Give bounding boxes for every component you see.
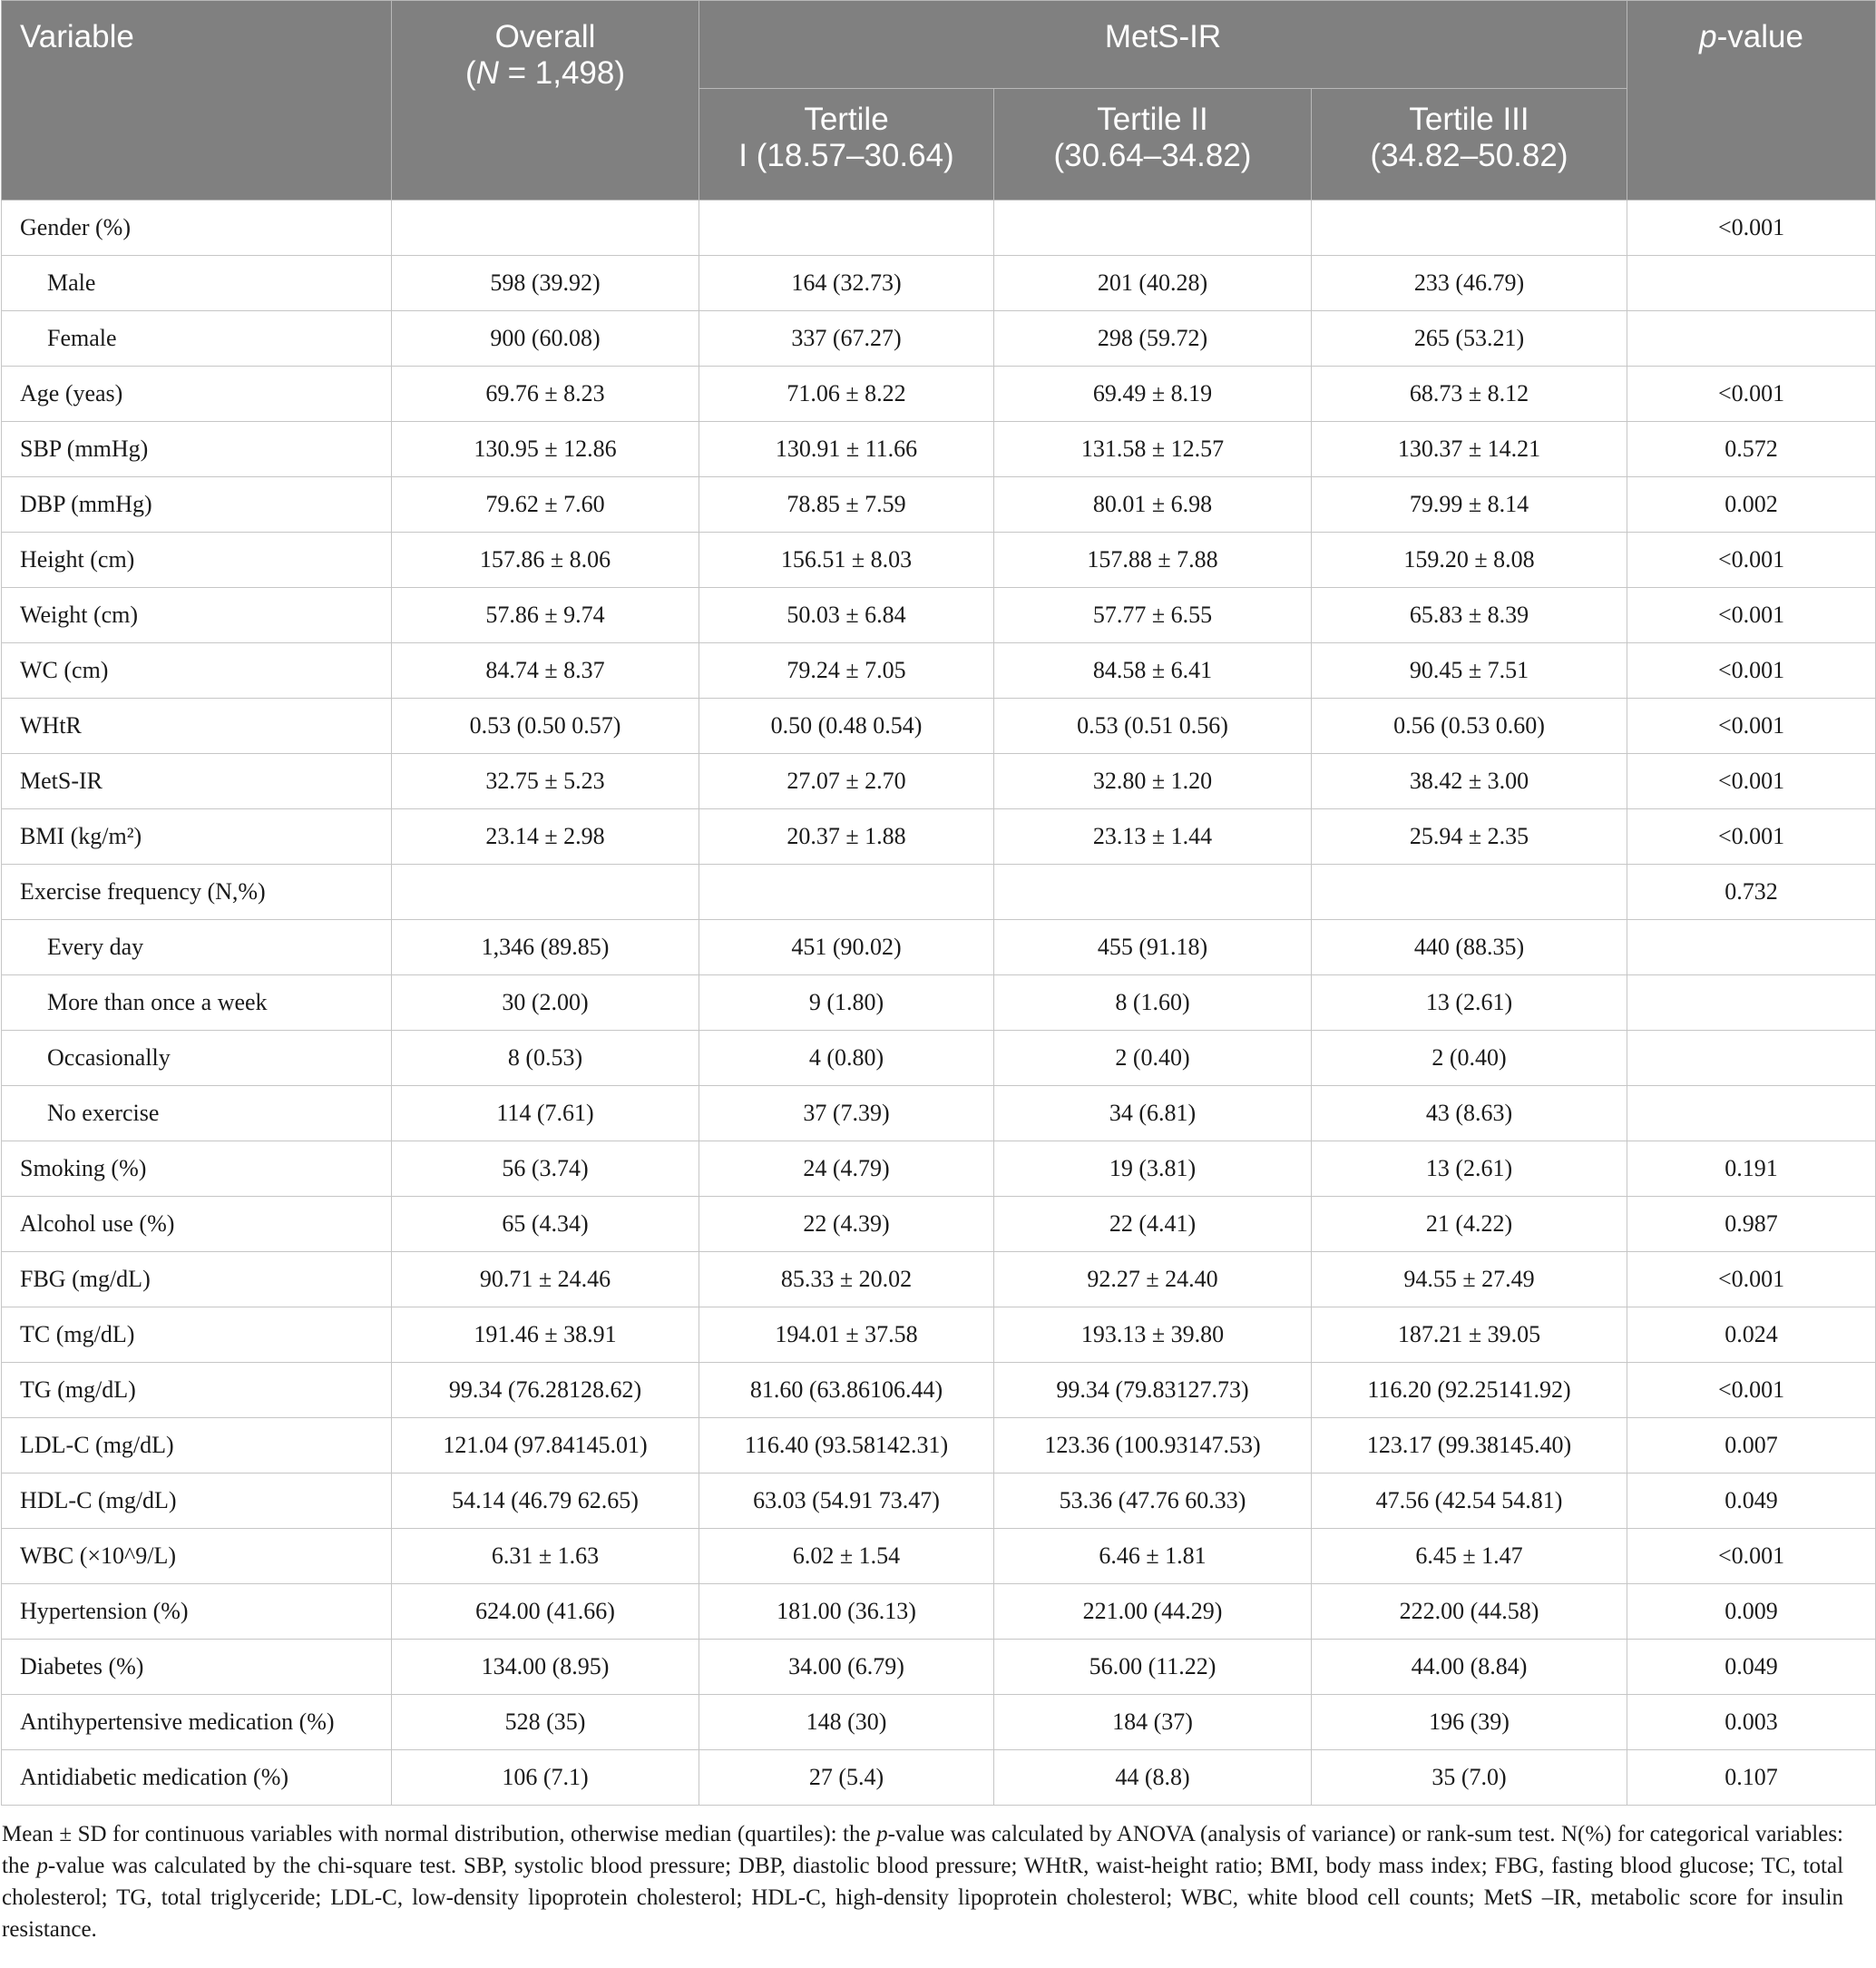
cell-overall: 79.62 ± 7.60 <box>392 477 699 533</box>
cell-t2: 32.80 ± 1.20 <box>994 754 1312 809</box>
cell-overall: 624.00 (41.66) <box>392 1584 699 1640</box>
cell-t2: 221.00 (44.29) <box>994 1584 1312 1640</box>
cell-t1: 79.24 ± 7.05 <box>699 643 994 699</box>
cell-t3: 94.55 ± 27.49 <box>1312 1252 1627 1307</box>
cell-t3: 13 (2.61) <box>1312 1141 1627 1197</box>
cell-t1: 20.37 ± 1.88 <box>699 809 994 865</box>
cell-t1: 85.33 ± 20.02 <box>699 1252 994 1307</box>
cell-overall: 99.34 (76.28128.62) <box>392 1363 699 1418</box>
table-row <box>2 865 1876 920</box>
cell-t1: 22 (4.39) <box>699 1197 994 1252</box>
cell-t1: 156.51 ± 8.03 <box>699 533 994 588</box>
cell-t1: 148 (30) <box>699 1695 994 1750</box>
cell-t3: 13 (2.61) <box>1312 975 1627 1031</box>
cell-p: <0.001 <box>1627 809 1876 865</box>
cell-t2: 57.77 ± 6.55 <box>994 588 1312 643</box>
cell-t1: 116.40 (93.58142.31) <box>699 1418 994 1474</box>
row-label: TC (mg/dL) <box>2 1307 392 1363</box>
cell-t1: 34.00 (6.79) <box>699 1640 994 1695</box>
cell-p: <0.001 <box>1627 1252 1876 1307</box>
cell-t3: 90.45 ± 7.51 <box>1312 643 1627 699</box>
row-label: Antidiabetic medication (%) <box>2 1750 392 1806</box>
cell-t3: 440 (88.35) <box>1312 920 1627 975</box>
cell-t2: 92.27 ± 24.40 <box>994 1252 1312 1307</box>
row-label: MetS-IR <box>2 754 392 809</box>
table-row <box>2 1474 1876 1529</box>
table-row <box>2 422 1876 477</box>
cell-t2: 44 (8.8) <box>994 1750 1312 1806</box>
table-row <box>2 1141 1876 1197</box>
table-row <box>2 643 1876 699</box>
cell-p <box>1627 920 1876 975</box>
row-label: Male <box>2 256 392 311</box>
cell-t1: 164 (32.73) <box>699 256 994 311</box>
cell-t3: 116.20 (92.25141.92) <box>1312 1363 1627 1418</box>
cell-p: <0.001 <box>1627 533 1876 588</box>
cell-p: 0.572 <box>1627 422 1876 477</box>
cell-p: <0.001 <box>1627 754 1876 809</box>
cell-t2: 201 (40.28) <box>994 256 1312 311</box>
table-row <box>2 1363 1876 1418</box>
header-p-value: p-value <box>1627 1 1876 201</box>
cell-t3: 43 (8.63) <box>1312 1086 1627 1141</box>
table-row <box>2 920 1876 975</box>
cell-t2: 19 (3.81) <box>994 1141 1312 1197</box>
cell-overall: 84.74 ± 8.37 <box>392 643 699 699</box>
cell-t1: 4 (0.80) <box>699 1031 994 1086</box>
cell-t2: 2 (0.40) <box>994 1031 1312 1086</box>
row-label: Exercise frequency (N,%) <box>2 865 392 920</box>
cell-t2: 22 (4.41) <box>994 1197 1312 1252</box>
row-label: Gender (%) <box>2 201 392 256</box>
cell-p: 0.049 <box>1627 1640 1876 1695</box>
cell-t2: 123.36 (100.93147.53) <box>994 1418 1312 1474</box>
cell-t2: 80.01 ± 6.98 <box>994 477 1312 533</box>
row-label: TG (mg/dL) <box>2 1363 392 1418</box>
header-overall: Overall (N = 1,498) <box>392 1 699 201</box>
cell-p: <0.001 <box>1627 1529 1876 1584</box>
cell-overall: 598 (39.92) <box>392 256 699 311</box>
cell-p: 0.003 <box>1627 1695 1876 1750</box>
cell-t1: 24 (4.79) <box>699 1141 994 1197</box>
table-header <box>2 1 1876 201</box>
cell-t3: 79.99 ± 8.14 <box>1312 477 1627 533</box>
cell-p <box>1627 1031 1876 1086</box>
cell-t3: 68.73 ± 8.12 <box>1312 367 1627 422</box>
table-row <box>2 1197 1876 1252</box>
cell-p: 0.009 <box>1627 1584 1876 1640</box>
cell-overall: 191.46 ± 38.91 <box>392 1307 699 1363</box>
cell-t2: 193.13 ± 39.80 <box>994 1307 1312 1363</box>
table-row <box>2 1031 1876 1086</box>
cell-t1: 63.03 (54.91 73.47) <box>699 1474 994 1529</box>
cell-t3: 265 (53.21) <box>1312 311 1627 367</box>
row-label: LDL-C (mg/dL) <box>2 1418 392 1474</box>
cell-overall: 0.53 (0.50 0.57) <box>392 699 699 754</box>
cell-t3 <box>1312 865 1627 920</box>
cell-t2 <box>994 201 1312 256</box>
cell-overall: 900 (60.08) <box>392 311 699 367</box>
row-label: Antihypertensive medication (%) <box>2 1695 392 1750</box>
cell-t3: 233 (46.79) <box>1312 256 1627 311</box>
cell-t3: 187.21 ± 39.05 <box>1312 1307 1627 1363</box>
cell-t1: 27 (5.4) <box>699 1750 994 1806</box>
table-row <box>2 975 1876 1031</box>
row-label: Height (cm) <box>2 533 392 588</box>
row-label: FBG (mg/dL) <box>2 1252 392 1307</box>
row-label: SBP (mmHg) <box>2 422 392 477</box>
cell-t2: 53.36 (47.76 60.33) <box>994 1474 1312 1529</box>
table-row <box>2 809 1876 865</box>
cell-t1: 81.60 (63.86106.44) <box>699 1363 994 1418</box>
row-label: WHtR <box>2 699 392 754</box>
cell-p: 0.732 <box>1627 865 1876 920</box>
cell-p: <0.001 <box>1627 201 1876 256</box>
cell-t3: 123.17 (99.38145.40) <box>1312 1418 1627 1474</box>
cell-p: 0.987 <box>1627 1197 1876 1252</box>
cell-p <box>1627 256 1876 311</box>
cell-p: 0.191 <box>1627 1141 1876 1197</box>
cell-t3: 38.42 ± 3.00 <box>1312 754 1627 809</box>
cell-t2: 84.58 ± 6.41 <box>994 643 1312 699</box>
cell-t1: 181.00 (36.13) <box>699 1584 994 1640</box>
cell-t3: 25.94 ± 2.35 <box>1312 809 1627 865</box>
cell-t3: 2 (0.40) <box>1312 1031 1627 1086</box>
header-tertile-1: Tertile I (18.57–30.64) <box>699 89 994 201</box>
cell-t2: 0.53 (0.51 0.56) <box>994 699 1312 754</box>
table-row <box>2 201 1876 256</box>
cell-overall: 65 (4.34) <box>392 1197 699 1252</box>
row-label: Age (yeas) <box>2 367 392 422</box>
cell-overall: 57.86 ± 9.74 <box>392 588 699 643</box>
table-row <box>2 1640 1876 1695</box>
table-row <box>2 367 1876 422</box>
cell-p: 0.024 <box>1627 1307 1876 1363</box>
cell-t1: 337 (67.27) <box>699 311 994 367</box>
row-label: Occasionally <box>2 1031 392 1086</box>
cell-t2: 6.46 ± 1.81 <box>994 1529 1312 1584</box>
header-tertile-3: Tertile III (34.82–50.82) <box>1312 89 1627 201</box>
cell-overall: 54.14 (46.79 62.65) <box>392 1474 699 1529</box>
cell-t1: 0.50 (0.48 0.54) <box>699 699 994 754</box>
table-row <box>2 1307 1876 1363</box>
cell-overall: 114 (7.61) <box>392 1086 699 1141</box>
cell-t3: 44.00 (8.84) <box>1312 1640 1627 1695</box>
cell-p: <0.001 <box>1627 699 1876 754</box>
cell-t2: 56.00 (11.22) <box>994 1640 1312 1695</box>
cell-t1 <box>699 201 994 256</box>
cell-t2: 34 (6.81) <box>994 1086 1312 1141</box>
cell-p: 0.002 <box>1627 477 1876 533</box>
cell-t1: 451 (90.02) <box>699 920 994 975</box>
cell-overall: 32.75 ± 5.23 <box>392 754 699 809</box>
cell-t2: 157.88 ± 7.88 <box>994 533 1312 588</box>
cell-t3: 6.45 ± 1.47 <box>1312 1529 1627 1584</box>
row-label: WC (cm) <box>2 643 392 699</box>
table-row <box>2 477 1876 533</box>
cell-t2: 131.58 ± 12.57 <box>994 422 1312 477</box>
row-label: BMI (kg/m²) <box>2 809 392 865</box>
table-row <box>2 588 1876 643</box>
table-row <box>2 699 1876 754</box>
table-footnote: Mean ± SD for continuous variables with normal distribution, otherwise median (quartiles): the p-value was calculated by ANOVA (analysis of variance) or rank-sum test. N(%) for categorical variables: the p-value was calculated by the chi-square test. SBP, systolic blood pressure; DBP, diastolic blood pressure; WHtR, waist-height ratio; BMI, body mass index; FBG, fasting blood glucose; TC, total cholesterol; TG, total triglyceride; LDL-C, low-density lipoprotein cholesterol; HDL-C, high-density lipoprotein cholesterol; WBC, white blood cell counts; MetS –IR, metabolic score for insulin resistance. <box>2 1822 1844 1942</box>
cell-overall: 8 (0.53) <box>392 1031 699 1086</box>
row-label: Female <box>2 311 392 367</box>
cell-overall: 528 (35) <box>392 1695 699 1750</box>
cell-t3: 159.20 ± 8.08 <box>1312 533 1627 588</box>
cell-p <box>1627 975 1876 1031</box>
cell-t1: 194.01 ± 37.58 <box>699 1307 994 1363</box>
cell-p <box>1627 311 1876 367</box>
table-row <box>2 311 1876 367</box>
cell-overall: 121.04 (97.84145.01) <box>392 1418 699 1474</box>
cell-t2: 184 (37) <box>994 1695 1312 1750</box>
row-label: DBP (mmHg) <box>2 477 392 533</box>
cell-p: 0.107 <box>1627 1750 1876 1806</box>
cell-t3: 21 (4.22) <box>1312 1197 1627 1252</box>
table-row <box>2 533 1876 588</box>
cell-t1: 27.07 ± 2.70 <box>699 754 994 809</box>
cell-overall: 30 (2.00) <box>392 975 699 1031</box>
cell-t3: 47.56 (42.54 54.81) <box>1312 1474 1627 1529</box>
cell-t2: 69.49 ± 8.19 <box>994 367 1312 422</box>
cell-t3: 130.37 ± 14.21 <box>1312 422 1627 477</box>
cell-p: <0.001 <box>1627 1363 1876 1418</box>
cell-t3: 0.56 (0.53 0.60) <box>1312 699 1627 754</box>
cell-overall: 56 (3.74) <box>392 1141 699 1197</box>
cell-t2: 8 (1.60) <box>994 975 1312 1031</box>
cell-overall: 23.14 ± 2.98 <box>392 809 699 865</box>
cell-overall: 130.95 ± 12.86 <box>392 422 699 477</box>
cell-overall: 90.71 ± 24.46 <box>392 1252 699 1307</box>
cell-overall: 6.31 ± 1.63 <box>392 1529 699 1584</box>
header-variable: Variable <box>2 1 392 201</box>
cell-t1: 78.85 ± 7.59 <box>699 477 994 533</box>
table-row <box>2 256 1876 311</box>
row-label: Smoking (%) <box>2 1141 392 1197</box>
row-label: WBC (×10^9/L) <box>2 1529 392 1584</box>
baseline-characteristics-table <box>1 0 1876 1806</box>
cell-overall: 69.76 ± 8.23 <box>392 367 699 422</box>
cell-t1: 6.02 ± 1.54 <box>699 1529 994 1584</box>
table-row <box>2 1695 1876 1750</box>
cell-t3: 35 (7.0) <box>1312 1750 1627 1806</box>
row-label: Alcohol use (%) <box>2 1197 392 1252</box>
cell-t1: 9 (1.80) <box>699 975 994 1031</box>
cell-p: <0.001 <box>1627 367 1876 422</box>
cell-t1 <box>699 865 994 920</box>
cell-t2 <box>994 865 1312 920</box>
table-row <box>2 1584 1876 1640</box>
cell-t1: 37 (7.39) <box>699 1086 994 1141</box>
cell-t2: 455 (91.18) <box>994 920 1312 975</box>
header-mets-ir-group: MetS-IR <box>699 1 1627 89</box>
cell-t2: 298 (59.72) <box>994 311 1312 367</box>
table-row <box>2 1252 1876 1307</box>
table-row <box>2 1418 1876 1474</box>
row-label: HDL-C (mg/dL) <box>2 1474 392 1529</box>
cell-t3: 196 (39) <box>1312 1695 1627 1750</box>
cell-p: <0.001 <box>1627 588 1876 643</box>
row-label: More than once a week <box>2 975 392 1031</box>
cell-t2: 23.13 ± 1.44 <box>994 809 1312 865</box>
cell-t3: 222.00 (44.58) <box>1312 1584 1627 1640</box>
cell-t3: 65.83 ± 8.39 <box>1312 588 1627 643</box>
cell-overall: 134.00 (8.95) <box>392 1640 699 1695</box>
table-body <box>2 201 1876 1806</box>
row-label: No exercise <box>2 1086 392 1141</box>
table-row <box>2 1086 1876 1141</box>
cell-overall <box>392 201 699 256</box>
table-row <box>2 754 1876 809</box>
row-label: Weight (cm) <box>2 588 392 643</box>
cell-p <box>1627 1086 1876 1141</box>
cell-overall <box>392 865 699 920</box>
row-label: Diabetes (%) <box>2 1640 392 1695</box>
cell-overall: 106 (7.1) <box>392 1750 699 1806</box>
cell-overall: 157.86 ± 8.06 <box>392 533 699 588</box>
row-label: Hypertension (%) <box>2 1584 392 1640</box>
header-tertile-2: Tertile II (30.64–34.82) <box>994 89 1312 201</box>
cell-t3 <box>1312 201 1627 256</box>
cell-overall: 1,346 (89.85) <box>392 920 699 975</box>
cell-t1: 50.03 ± 6.84 <box>699 588 994 643</box>
cell-t1: 130.91 ± 11.66 <box>699 422 994 477</box>
table-row <box>2 1529 1876 1584</box>
table-row <box>2 1750 1876 1806</box>
cell-t2: 99.34 (79.83127.73) <box>994 1363 1312 1418</box>
cell-p: <0.001 <box>1627 643 1876 699</box>
cell-p: 0.049 <box>1627 1474 1876 1529</box>
cell-t1: 71.06 ± 8.22 <box>699 367 994 422</box>
row-label: Every day <box>2 920 392 975</box>
cell-p: 0.007 <box>1627 1418 1876 1474</box>
